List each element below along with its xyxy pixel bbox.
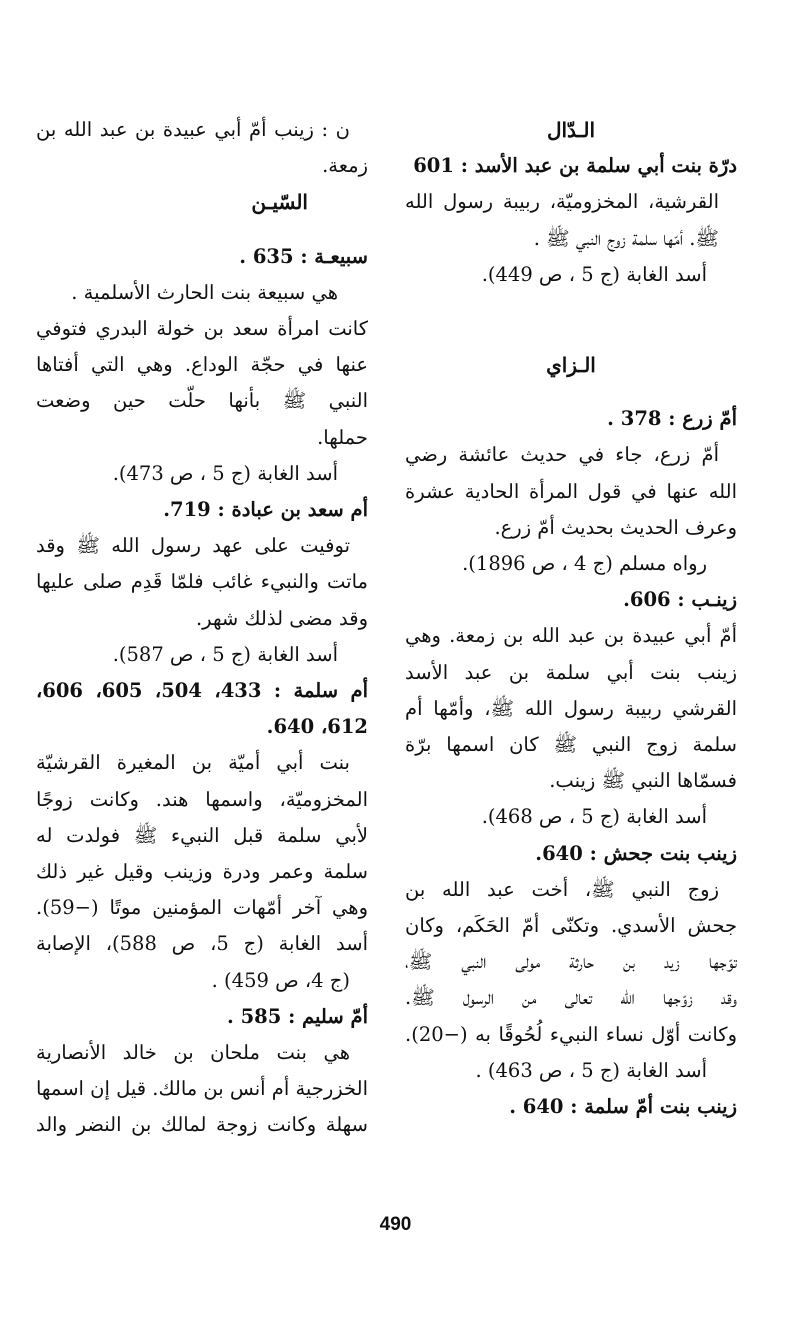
entry-title-continued: 612، 640. <box>266 715 368 739</box>
entry-reference: أسد الغابة (ج 5، ص 588)، الإصابة <box>36 932 368 956</box>
entry-text-line: فسمّاها النبي ﷺ زينب. <box>549 769 737 793</box>
entry-title: زينب بنت جحش : 640. <box>535 841 737 865</box>
entry-title: سبيعـة : 635 . <box>239 244 368 268</box>
entry-umm-zar <box>405 401 737 582</box>
entry-title: أمّ زرع : 378 . <box>607 407 737 431</box>
entry-text-line: ن : زينب أمّ أبي عبيدة بن عبد الله بن <box>36 118 350 141</box>
left-column <box>36 112 368 1144</box>
entry-text-line: القرشية، المخزوميّة، ربيبة رسول الله <box>405 190 719 214</box>
entry-text-line: حملها. <box>317 425 368 449</box>
entry-text-line: ماتت والنبيء غائب فلمّا قَدِم صلى عليها <box>36 570 368 594</box>
entry-reference: أسد الغابة (ج 5 ، ص 468). <box>481 805 707 829</box>
intro-note <box>36 112 368 184</box>
entry-title: زينـب : 606. <box>623 588 737 612</box>
entry-text-line: سلمة زوج النبي ﷺ كان اسمها برّة <box>405 733 737 757</box>
entry-text-line: هي بنت ملحان بن خالد الأنصارية <box>36 1041 350 1065</box>
entry-text-line: الخزرجية أم أنس بن مالك. قيل إن اسمها <box>36 1077 368 1101</box>
entry-text-line: هي سبيعة بنت الحارث الأسلمية . <box>71 280 338 304</box>
entry-text-line: بنت أبي أميّة بن المغيرة القرشيّة <box>36 751 350 775</box>
entry-text-line: وقد زوّجها الله تعالى من الرسول ﷺ. <box>405 986 737 1010</box>
section-heading-zay: الـزاي <box>546 353 596 378</box>
entry-reference: أسد الغابة (ج 5 ، ص 449). <box>481 262 707 286</box>
entry-text-line: لأبي سلمة قبل النبيء ﷺ فولدت له <box>36 823 368 847</box>
entry-text-line: سهلة وكانت زوجة لمالك بن النضر والد <box>36 1113 368 1137</box>
entry-umm-salama <box>36 673 368 999</box>
entry-text-line: كانت امرأة سعد بن خولة البدري فتوفي <box>36 317 368 341</box>
entry-title: أمّ سليم : 585 . <box>226 1004 368 1028</box>
entry-text-line: ﷺ. أمّها سلمة زوج النبي ﷺ . <box>533 226 719 250</box>
entry-title-zaynab-umm-salama: زينب بنت أمّ سلمة : 640 . <box>509 1095 737 1119</box>
entry-reference: أسد الغابة (ج 5 ، ص 473). <box>112 461 338 485</box>
entry-title: درّة بنت أبي سلمة بن عبد الأسد : 601 <box>413 154 737 178</box>
entry-durra <box>405 148 737 293</box>
entry-reference: أسد الغابة (ج 5 ، ص 463) . <box>475 1058 707 1082</box>
entry-text-line: زوج النبي ﷺ، أخت عبد الله بن <box>405 877 719 901</box>
entry-text-line: أمّ أبي عبيدة بن عبد الله بن زمعة. وهي <box>405 624 737 648</box>
entry-text-line: زينب بنت أبي سلمة بن عبد الأسد <box>405 660 737 684</box>
entry-text-line: عنها في حجّة الوداع. وهي التي أفتاها <box>36 353 368 377</box>
entry-reference: رواه مسلم (ج 4 ، ص 1896). <box>462 552 707 576</box>
page-number: 490 <box>379 1214 412 1235</box>
entry-text-line: الله عنها في قول المرأة الحادية عشرة <box>405 479 737 503</box>
entry-text-line: زمعة. <box>322 154 368 178</box>
entry-text-line: توفيت على عهد رسول الله ﷺ وقد <box>36 534 350 558</box>
entry-text-line: جحش الأسدي. وتكنّى أمّ الحَكَم، وكان <box>405 914 737 938</box>
entry-reference-continued: (ج 4، ص 459) . <box>211 968 350 992</box>
entry-text-line: وكانت أوّل نساء النبيء لُحُوقًا به (−20). <box>405 1022 737 1046</box>
entry-text-line: وعرف الحديث بحديث أمّ زرع. <box>494 515 737 539</box>
right-column <box>405 112 737 1125</box>
entry-text-line: وقد مضى لذلك شهر. <box>195 606 368 630</box>
entry-zaynab <box>405 582 737 835</box>
entry-subayah <box>36 239 368 492</box>
entry-text-line: النبي ﷺ بأنها حلّت حين وضعت <box>36 389 368 413</box>
section-heading-dal: الـدّال <box>546 118 596 142</box>
entry-umm-sulaym <box>36 999 368 1144</box>
entry-text-line: وهي آخر أمّهات المؤمنين موتًا (−59). <box>36 896 368 920</box>
entry-umm-saad <box>36 492 368 673</box>
entry-text-line: المخزوميّة، واسمها هند. وكانت زوجًا <box>36 787 368 811</box>
entry-text-line: توّجها زيد بن حارثة مولى النبي ﷺ، <box>405 950 737 974</box>
entry-text-line: سلمة وعمر ودرة وزينب وقيل غير ذلك <box>36 860 368 884</box>
entry-reference: أسد الغابة (ج 5 ، ص 587). <box>112 642 338 666</box>
entry-title: أم سلمة : 433، 504، 605، 606، <box>36 679 368 703</box>
entry-zaynab-jahsh <box>405 836 737 1089</box>
entry-text-line: القرشي ربيبة رسول الله ﷺ، وأمّها أم <box>405 696 737 720</box>
entry-text-line: أمّ زرع، جاء في حديث عائشة رضي <box>405 443 719 467</box>
entry-title: أم سعد بن عبادة : 719. <box>163 498 368 522</box>
section-heading-sin: السّيـن <box>251 190 308 215</box>
